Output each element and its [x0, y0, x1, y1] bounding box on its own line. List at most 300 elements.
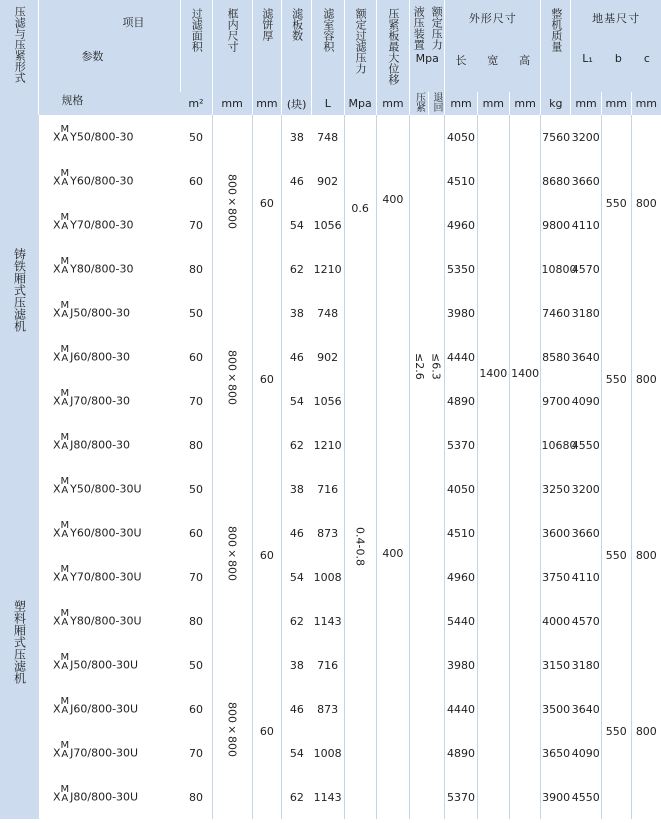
length-value: 5370	[445, 775, 478, 819]
frame-size-value: 800×800	[225, 174, 239, 229]
filter-area-value: 60	[188, 350, 203, 364]
weight-value: 10800	[541, 247, 571, 291]
weight-value: 4000	[541, 599, 571, 643]
model-code: J50/800-30U	[70, 658, 139, 672]
length-value: 4510	[445, 511, 478, 555]
model-stack	[60, 697, 69, 715]
plate-count-value: 54	[282, 555, 312, 599]
height-cell	[509, 115, 541, 819]
plate-count-value: 46	[282, 159, 312, 203]
weight-value: 10680	[541, 423, 571, 467]
plate-count-value: 62	[282, 423, 312, 467]
model-cell	[39, 291, 180, 335]
model-prefix: X	[52, 350, 61, 364]
rated-pressure-unit: Mpa	[344, 92, 376, 115]
param-header	[39, 0, 180, 115]
l1-value: 4090	[571, 394, 600, 408]
frame-size-value: 800×800	[225, 526, 239, 581]
model-stack	[60, 565, 69, 583]
length-value: 4510	[445, 159, 478, 203]
rated-pressure-cell	[344, 115, 376, 467]
c-label: c	[643, 52, 650, 65]
hydraulic-rated-label: 额定压力	[430, 6, 444, 50]
model-prefix: X	[52, 614, 61, 628]
weight-value: 3150	[541, 643, 571, 687]
weight-label: 整机质量	[549, 8, 563, 52]
retract-label: 退回	[430, 92, 442, 112]
frame-size-unit: mm	[212, 92, 252, 115]
model-prefix: X	[52, 262, 61, 276]
l1-value: 3640	[571, 702, 600, 716]
model-m: M	[60, 476, 70, 487]
filter-area-unit: m²	[180, 92, 212, 115]
filter-area-value: 60	[188, 174, 203, 188]
foundation-label: 地基尺寸	[592, 12, 641, 25]
category-header	[0, 0, 39, 115]
chamber-volume-value: 873	[317, 702, 339, 716]
model-stack	[60, 345, 69, 363]
dimensions-header	[445, 0, 541, 92]
model-stack	[60, 521, 69, 539]
model-m: M	[60, 652, 70, 663]
model-code: J60/800-30U	[70, 702, 139, 716]
length-value: 4960	[445, 555, 478, 599]
model-m: M	[60, 696, 70, 707]
l1-value: 3180	[571, 306, 600, 320]
model-prefix: X	[52, 790, 61, 804]
table-row	[0, 335, 661, 379]
plate-count-value: 54	[282, 731, 312, 775]
plate-count-value: 46	[282, 335, 312, 379]
model-cell	[39, 511, 180, 555]
cake-thickness-value: 60	[252, 115, 282, 291]
model-code: Y50/800-30	[70, 130, 134, 144]
model-code: J70/800-30	[70, 394, 131, 408]
retract-pressure-value: ≤6.3	[429, 353, 443, 380]
chamber-volume-unit: L	[311, 92, 344, 115]
spec-label: 规格	[61, 94, 84, 107]
table-row	[0, 115, 661, 159]
weight-value: 8680	[541, 159, 571, 203]
rated-pressure-label: 额定过滤压力	[354, 8, 368, 74]
model-m: M	[60, 256, 70, 267]
chamber-volume-header	[311, 0, 344, 92]
model-cell	[39, 555, 180, 599]
header-row-top	[0, 0, 661, 92]
press-pressure-cell	[410, 115, 428, 819]
frame-size-cell	[212, 467, 252, 643]
model-prefix: X	[52, 526, 61, 540]
model-code: J70/800-30U	[70, 746, 139, 760]
filter-area-label: 过滤面积	[190, 8, 204, 52]
chamber-volume-value: 1008	[313, 570, 342, 584]
model-cell	[39, 335, 180, 379]
length-value: 5440	[445, 599, 478, 643]
length-value: 4050	[445, 467, 478, 511]
l1-value: 3200	[571, 130, 600, 144]
hydraulic-header	[410, 0, 445, 92]
chamber-volume-value: 1210	[313, 262, 342, 276]
model-m: M	[60, 388, 70, 399]
model-cell	[39, 687, 180, 731]
plate-count-value: 38	[282, 643, 312, 687]
filter-area-value: 70	[188, 570, 203, 584]
model-code: J80/800-30	[70, 438, 131, 452]
model-cell	[39, 115, 180, 159]
item-label: 项目	[122, 16, 145, 29]
plate-count-header	[282, 0, 312, 92]
press-pressure-value: ≤2.6	[412, 353, 426, 380]
max-travel-cell	[376, 467, 410, 819]
retract-unit	[428, 92, 444, 115]
table-row	[0, 203, 661, 247]
filter-area-value: 80	[188, 614, 203, 628]
model-cell	[39, 599, 180, 643]
b-label: b	[614, 52, 622, 65]
width-cell	[477, 115, 509, 819]
rated-pressure-cell	[344, 467, 376, 819]
filter-area-value: 80	[188, 262, 203, 276]
table-row	[0, 555, 661, 599]
length-value: 4440	[445, 335, 478, 379]
frame-size-value: 800×800	[225, 702, 239, 757]
chamber-volume-value: 1210	[313, 438, 342, 452]
foundation-c-value: 800	[631, 643, 661, 819]
filter-area-value: 50	[188, 130, 203, 144]
table-row	[0, 511, 661, 555]
model-m: M	[60, 608, 70, 619]
rated-pressure-value: 0.6	[351, 201, 369, 215]
length-label: 长	[455, 54, 467, 67]
length-value: 3980	[445, 643, 478, 687]
model-m: M	[60, 124, 70, 135]
category-header-label: 压滤与压紧形式	[13, 6, 27, 83]
cake-thickness-value: 60	[252, 467, 282, 643]
chamber-volume-value: 873	[317, 526, 339, 540]
model-a: A	[61, 353, 69, 364]
l1-value: 4550	[571, 438, 600, 452]
model-m: M	[60, 784, 70, 795]
table-row	[0, 247, 661, 291]
model-a: A	[61, 221, 69, 232]
model-stack	[60, 389, 69, 407]
length-value: 5350	[445, 247, 478, 291]
weight-unit: kg	[541, 92, 571, 115]
chamber-volume-label: 滤室容积	[321, 8, 335, 52]
model-m: M	[60, 740, 70, 751]
model-cell	[39, 731, 180, 775]
table-row	[0, 467, 661, 511]
category-label: 塑料厢式压滤机	[12, 599, 27, 684]
max-travel-header	[376, 0, 410, 92]
model-prefix: X	[52, 394, 61, 408]
height-value: 1400	[511, 367, 540, 380]
weight-value: 9700	[541, 379, 571, 423]
model-cell	[39, 247, 180, 291]
height-label: 高	[519, 54, 531, 67]
category-cell	[0, 115, 39, 467]
l1-value: 4570	[571, 614, 600, 628]
filter-area-value: 70	[188, 218, 203, 232]
l1-value: 3180	[571, 658, 600, 672]
chamber-volume-value: 902	[317, 174, 339, 188]
model-cell	[39, 379, 180, 423]
plate-count-value: 38	[282, 291, 312, 335]
model-cell	[39, 775, 180, 819]
model-code: Y50/800-30U	[70, 482, 142, 496]
model-a: A	[61, 309, 69, 320]
model-a: A	[61, 177, 69, 188]
hydraulic-label: 液压装置	[412, 6, 426, 50]
table-row	[0, 423, 661, 467]
params-label: 参数	[81, 50, 104, 63]
weight-value: 7560	[541, 115, 571, 159]
model-code: J60/800-30	[70, 350, 131, 364]
plate-count-value: 54	[282, 203, 312, 247]
model-prefix: X	[52, 306, 61, 320]
plate-count-unit: (块)	[282, 92, 312, 115]
chamber-volume-value: 1056	[313, 394, 342, 408]
cake-thickness-unit: mm	[252, 92, 282, 115]
length-value: 4440	[445, 687, 478, 731]
table-row	[0, 379, 661, 423]
diagonal-divider	[39, 0, 177, 112]
model-a: A	[61, 485, 69, 496]
plate-count-value: 38	[282, 467, 312, 511]
foundation-header	[571, 0, 661, 92]
frame-size-value: 800×800	[225, 350, 239, 405]
height-unit: mm	[509, 92, 541, 115]
chamber-volume-value: 716	[317, 658, 339, 672]
model-stack	[60, 433, 69, 451]
width-value: 1400	[479, 367, 508, 380]
model-cell	[39, 467, 180, 511]
model-m: M	[60, 212, 70, 223]
max-travel-value: 400	[382, 193, 404, 206]
category-label: 铸铁厢式压滤机	[12, 247, 27, 332]
model-stack	[60, 257, 69, 275]
foundation-c-value: 800	[631, 467, 661, 643]
plate-count-value: 46	[282, 511, 312, 555]
max-travel-label: 压紧板最大位移	[386, 8, 400, 85]
foundation-b-value: 550	[601, 467, 631, 643]
weight-value: 3750	[541, 555, 571, 599]
l1-unit: mm	[571, 92, 602, 115]
filter-area-value: 80	[188, 438, 203, 452]
table-row	[0, 731, 661, 775]
retract-pressure-cell	[428, 115, 444, 819]
frame-size-header	[212, 0, 252, 92]
l1-value: 4110	[571, 570, 600, 584]
l1-value: 3640	[571, 350, 600, 364]
model-stack	[60, 609, 69, 627]
filter-area-value: 50	[188, 306, 203, 320]
model-prefix: X	[52, 482, 61, 496]
model-prefix: X	[52, 174, 61, 188]
model-a: A	[61, 793, 69, 804]
model-code: Y70/800-30	[70, 218, 134, 232]
model-stack	[60, 785, 69, 803]
table-row	[0, 775, 661, 819]
foundation-b-value: 550	[601, 643, 631, 819]
length-value: 5370	[445, 423, 478, 467]
model-code: J50/800-30	[70, 306, 131, 320]
l1-value: 4570	[571, 262, 600, 276]
model-m: M	[60, 432, 70, 443]
model-cell	[39, 203, 180, 247]
model-m: M	[60, 564, 70, 575]
max-travel-cell	[376, 115, 410, 467]
weight-value: 3500	[541, 687, 571, 731]
weight-value: 3650	[541, 731, 571, 775]
model-cell	[39, 423, 180, 467]
model-stack	[60, 653, 69, 671]
filter-area-value: 50	[188, 482, 203, 496]
table-row	[0, 643, 661, 687]
model-stack	[60, 169, 69, 187]
length-value: 4050	[445, 115, 478, 159]
width-unit: mm	[477, 92, 509, 115]
model-a: A	[61, 749, 69, 760]
l1-value: 4550	[571, 790, 600, 804]
model-a: A	[61, 397, 69, 408]
cake-thickness-label: 滤饼厚	[260, 8, 274, 41]
cake-thickness-header	[252, 0, 282, 92]
model-cell	[39, 643, 180, 687]
table-row	[0, 599, 661, 643]
chamber-volume-value: 1143	[313, 790, 342, 804]
model-prefix: X	[52, 746, 61, 760]
width-label: 宽	[487, 54, 499, 67]
weight-value: 3250	[541, 467, 571, 511]
plate-count-label: 滤板数	[290, 8, 304, 41]
model-stack	[60, 477, 69, 495]
frame-size-label: 框内尺寸	[226, 8, 240, 52]
weight-value: 7460	[541, 291, 571, 335]
filter-area-value: 60	[188, 702, 203, 716]
rated-pressure-value: 0.4-0.8	[353, 527, 367, 566]
l1-value: 4110	[571, 218, 600, 232]
foundation-b-value: 550	[601, 291, 631, 467]
plate-count-value: 62	[282, 247, 312, 291]
filter-area-value: 60	[188, 526, 203, 540]
weight-value: 3600	[541, 511, 571, 555]
length-unit: mm	[445, 92, 478, 115]
plate-count-value: 54	[282, 379, 312, 423]
model-a: A	[61, 441, 69, 452]
chamber-volume-value: 1056	[313, 218, 342, 232]
model-stack	[60, 741, 69, 759]
model-cell	[39, 159, 180, 203]
max-travel-value: 400	[382, 547, 404, 560]
foundation-b-value: 550	[601, 115, 631, 291]
filter-area-value: 70	[188, 746, 203, 760]
model-m: M	[60, 344, 70, 355]
model-prefix: X	[52, 702, 61, 716]
model-stack	[60, 125, 69, 143]
frame-size-cell	[212, 643, 252, 819]
max-travel-unit: mm	[376, 92, 410, 115]
model-a: A	[61, 133, 69, 144]
model-code: Y70/800-30U	[70, 570, 142, 584]
model-prefix: X	[52, 658, 61, 672]
cake-thickness-value: 60	[252, 643, 282, 819]
model-prefix: X	[52, 570, 61, 584]
c-unit: mm	[631, 92, 661, 115]
chamber-volume-value: 1143	[313, 614, 342, 628]
foundation-c-value: 800	[631, 291, 661, 467]
plate-count-value: 62	[282, 775, 312, 819]
filter-area-value: 50	[188, 658, 203, 672]
model-stack	[60, 213, 69, 231]
plate-count-value: 38	[282, 115, 312, 159]
table-row	[0, 687, 661, 731]
weight-value: 9800	[541, 203, 571, 247]
model-m: M	[60, 300, 70, 311]
model-a: A	[61, 617, 69, 628]
model-code: Y80/800-30	[70, 262, 134, 276]
rated-pressure-header	[344, 0, 376, 92]
model-code: Y80/800-30U	[70, 614, 142, 628]
model-a: A	[61, 573, 69, 584]
frame-size-cell	[212, 115, 252, 291]
length-value: 4960	[445, 203, 478, 247]
table-row	[0, 159, 661, 203]
weight-value: 8580	[541, 335, 571, 379]
chamber-volume-value: 1008	[313, 746, 342, 760]
filter-area-header	[180, 0, 212, 92]
table-row	[0, 291, 661, 335]
foundation-c-value: 800	[631, 115, 661, 291]
model-m: M	[60, 520, 70, 531]
model-m: M	[60, 168, 70, 179]
weight-value: 3900	[541, 775, 571, 819]
l1-label: L₁	[582, 52, 593, 65]
press-unit	[410, 92, 428, 115]
hydraulic-unit: Mpa	[415, 52, 439, 65]
model-prefix: X	[52, 438, 61, 452]
model-code: J80/800-30U	[70, 790, 139, 804]
dimensions-label: 外形尺寸	[468, 12, 517, 25]
model-code: Y60/800-30U	[70, 526, 142, 540]
cake-thickness-value: 60	[252, 291, 282, 467]
press-label: 压紧	[413, 92, 425, 112]
chamber-volume-value: 748	[317, 130, 339, 144]
model-code: Y60/800-30	[70, 174, 134, 188]
length-value: 4890	[445, 731, 478, 775]
model-prefix: X	[52, 218, 61, 232]
weight-header	[541, 0, 571, 92]
model-a: A	[61, 265, 69, 276]
frame-size-cell	[212, 291, 252, 467]
length-value: 4890	[445, 379, 478, 423]
category-cell	[0, 467, 39, 819]
model-stack	[60, 301, 69, 319]
l1-value: 3660	[571, 174, 600, 188]
table-body	[0, 115, 661, 819]
model-a: A	[61, 705, 69, 716]
l1-value: 3200	[571, 482, 600, 496]
filter-area-value: 80	[188, 790, 203, 804]
model-prefix: X	[52, 130, 61, 144]
chamber-volume-value: 716	[317, 482, 339, 496]
b-unit: mm	[601, 92, 631, 115]
plate-count-value: 62	[282, 599, 312, 643]
l1-value: 4090	[571, 746, 600, 760]
l1-value: 3660	[571, 526, 600, 540]
model-a: A	[61, 661, 69, 672]
chamber-volume-value: 902	[317, 350, 339, 364]
